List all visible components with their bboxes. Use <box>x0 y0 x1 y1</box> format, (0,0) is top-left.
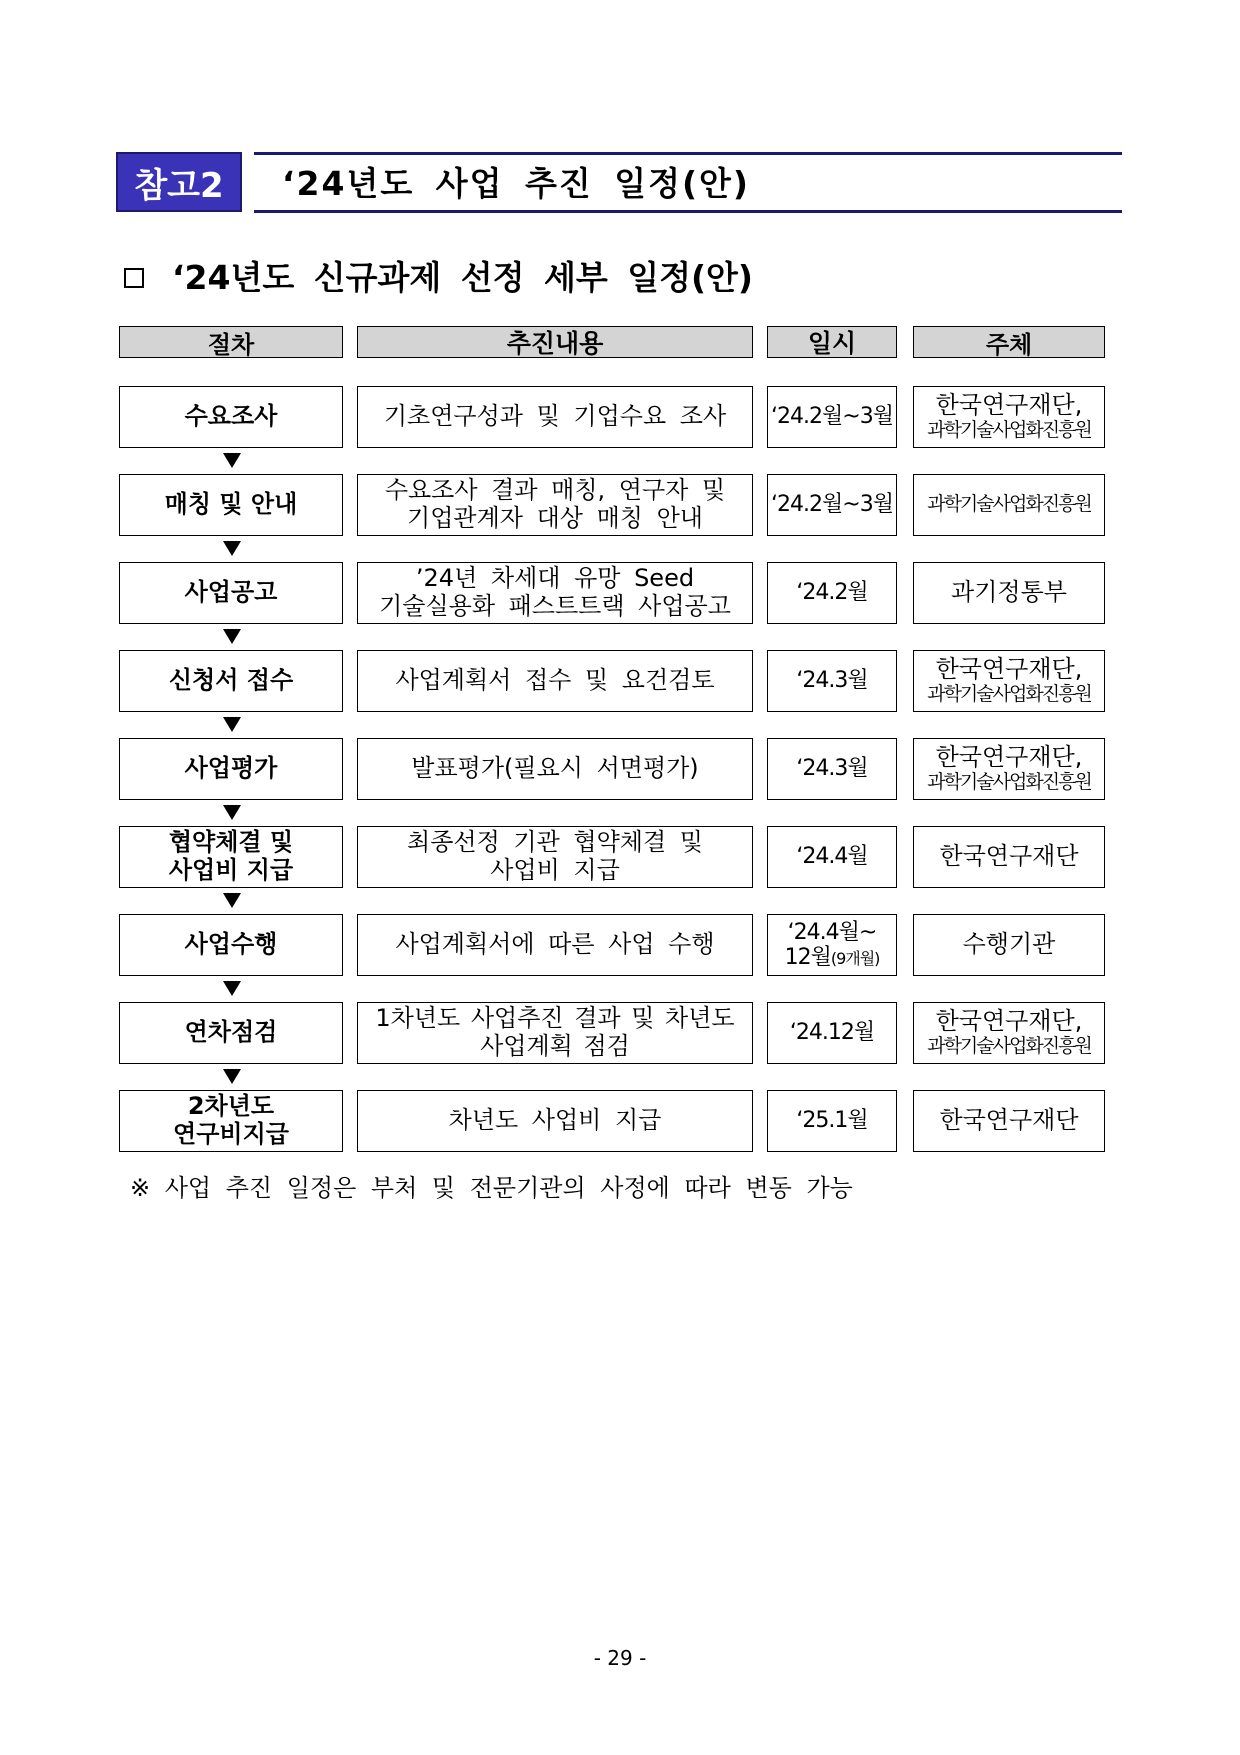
actor-text: 과학기술사업화진흥원 <box>927 493 1091 516</box>
content-text: 사업계획서 접수 및 요건검토 <box>395 666 715 695</box>
down-arrow-icon <box>223 541 241 556</box>
date-text: ‘24.2월~3월 <box>771 404 893 430</box>
page-number: - 29 - <box>593 1646 647 1670</box>
step-label: 사업수행 <box>184 930 278 959</box>
content-text: 차년도 사업비 지급 <box>448 1106 662 1135</box>
date-cell <box>767 474 897 536</box>
step-label: 사업공고 <box>184 578 278 607</box>
actor-text: 과학기술사업화진흥원 <box>927 682 1091 705</box>
step-cell <box>119 738 343 800</box>
actor-cell <box>913 914 1105 976</box>
date-cell <box>767 914 897 976</box>
content-text: 1차년도 사업추진 결과 및 차년도 <box>375 1004 735 1033</box>
actor-cell <box>913 1090 1105 1152</box>
step-label: 수요조사 <box>184 402 278 431</box>
step-cell <box>119 474 343 536</box>
down-arrow-icon <box>223 453 241 468</box>
step-label: 신청서 접수 <box>168 666 294 695</box>
checkbox-square-icon <box>124 268 144 288</box>
actor-cell <box>913 650 1105 712</box>
actor-cell <box>913 474 1105 536</box>
actor-text: 과학기술사업화진흥원 <box>927 1034 1091 1057</box>
header-rule-top <box>254 152 1122 155</box>
step-label: 연차점검 <box>184 1018 278 1047</box>
date-text: ‘24.2월~3월 <box>771 492 893 518</box>
column-header-content: 추진내용 <box>357 326 753 358</box>
content-text: 발표평가(필요시 서면평가) <box>411 754 699 783</box>
content-text: 기업관계자 대상 매칭 안내 <box>407 504 703 532</box>
step-cell <box>119 562 343 624</box>
content-cell <box>357 650 753 712</box>
step-cell <box>119 650 343 712</box>
date-cell <box>767 562 897 624</box>
content-cell <box>357 826 753 888</box>
content-text: 기술실용화 패스트트랙 사업공고 <box>379 592 731 620</box>
section-title: ‘24년도 신규과제 선정 세부 일정(안) <box>172 258 753 297</box>
actor-cell <box>913 1002 1105 1064</box>
content-text: 최종선정 기관 협약체결 및 <box>407 828 703 857</box>
content-cell <box>357 738 753 800</box>
content-text: 사업비 지급 <box>490 856 620 884</box>
content-text: 사업계획서에 따른 사업 수행 <box>395 930 715 959</box>
column-header-date: 일시 <box>767 326 897 358</box>
down-arrow-icon <box>223 893 241 908</box>
actor-text: 한국연구재단, <box>935 743 1083 772</box>
header-rule-bottom <box>254 210 1122 213</box>
content-cell <box>357 386 753 448</box>
date-text: ‘24.12월 <box>789 1020 875 1046</box>
reference-badge: 참고2 <box>116 152 242 212</box>
date-text: ‘24.2월 <box>796 580 868 606</box>
step-label: 연구비지급 <box>173 1120 289 1148</box>
content-cell <box>357 914 753 976</box>
step-label: 사업비 지급 <box>168 856 294 884</box>
actor-text: 과학기술사업화진흥원 <box>927 770 1091 793</box>
down-arrow-icon <box>223 981 241 996</box>
step-label: 협약체결 및 <box>168 828 294 857</box>
actor-cell <box>913 562 1105 624</box>
actor-text: 한국연구재단, <box>935 391 1083 420</box>
date-text: ‘25.1월 <box>796 1108 868 1134</box>
date-cell <box>767 1090 897 1152</box>
actor-text: 한국연구재단, <box>935 655 1083 684</box>
column-header-actor: 주체 <box>913 326 1105 358</box>
date-text: ‘24.3월 <box>796 756 868 782</box>
step-cell <box>119 386 343 448</box>
step-cell <box>119 1090 343 1152</box>
date-cell <box>767 650 897 712</box>
actor-text: 한국연구재단 <box>939 1106 1079 1135</box>
down-arrow-icon <box>223 805 241 820</box>
content-text: 사업계획 점검 <box>480 1032 630 1060</box>
actor-text: 수행기관 <box>962 930 1056 959</box>
actor-cell <box>913 826 1105 888</box>
date-cell <box>767 386 897 448</box>
content-cell <box>357 474 753 536</box>
content-cell <box>357 1002 753 1064</box>
footnote: ※ 사업 추진 일정은 부처 및 전문기관의 사정에 따라 변동 가능 <box>130 1174 853 1202</box>
date-cell <box>767 1002 897 1064</box>
column-header-step: 절차 <box>119 326 343 358</box>
date-text: 12월 <box>784 945 831 970</box>
actor-text: 과학기술사업화진흥원 <box>927 418 1091 441</box>
step-label: 사업평가 <box>184 754 278 783</box>
actor-text: 한국연구재단 <box>939 842 1079 871</box>
actor-cell <box>913 738 1105 800</box>
date-text: ‘24.4월 <box>796 844 868 870</box>
date-text: ‘24.4월~ <box>787 919 877 945</box>
content-cell <box>357 562 753 624</box>
date-duration-text: (9개월) <box>830 949 880 968</box>
down-arrow-icon <box>223 1069 241 1084</box>
step-label: 매칭 및 안내 <box>164 490 298 519</box>
actor-cell <box>913 386 1105 448</box>
step-cell <box>119 1002 343 1064</box>
step-label: 2차년도 <box>187 1092 275 1121</box>
step-cell <box>119 914 343 976</box>
date-text: ‘24.3월 <box>796 668 868 694</box>
content-text: 기초연구성과 및 기업수요 조사 <box>383 402 727 431</box>
actor-text: 과기정통부 <box>951 578 1067 607</box>
date-cell <box>767 826 897 888</box>
actor-text: 한국연구재단, <box>935 1007 1083 1036</box>
content-text: ’24년 차세대 유망 Seed <box>415 564 695 593</box>
date-cell <box>767 738 897 800</box>
step-cell <box>119 826 343 888</box>
page-title: ‘24년도 사업 추진 일정(안) <box>282 164 750 203</box>
down-arrow-icon <box>223 717 241 732</box>
content-text: 수요조사 결과 매칭, 연구자 및 <box>384 476 726 505</box>
down-arrow-icon <box>223 629 241 644</box>
content-cell <box>357 1090 753 1152</box>
